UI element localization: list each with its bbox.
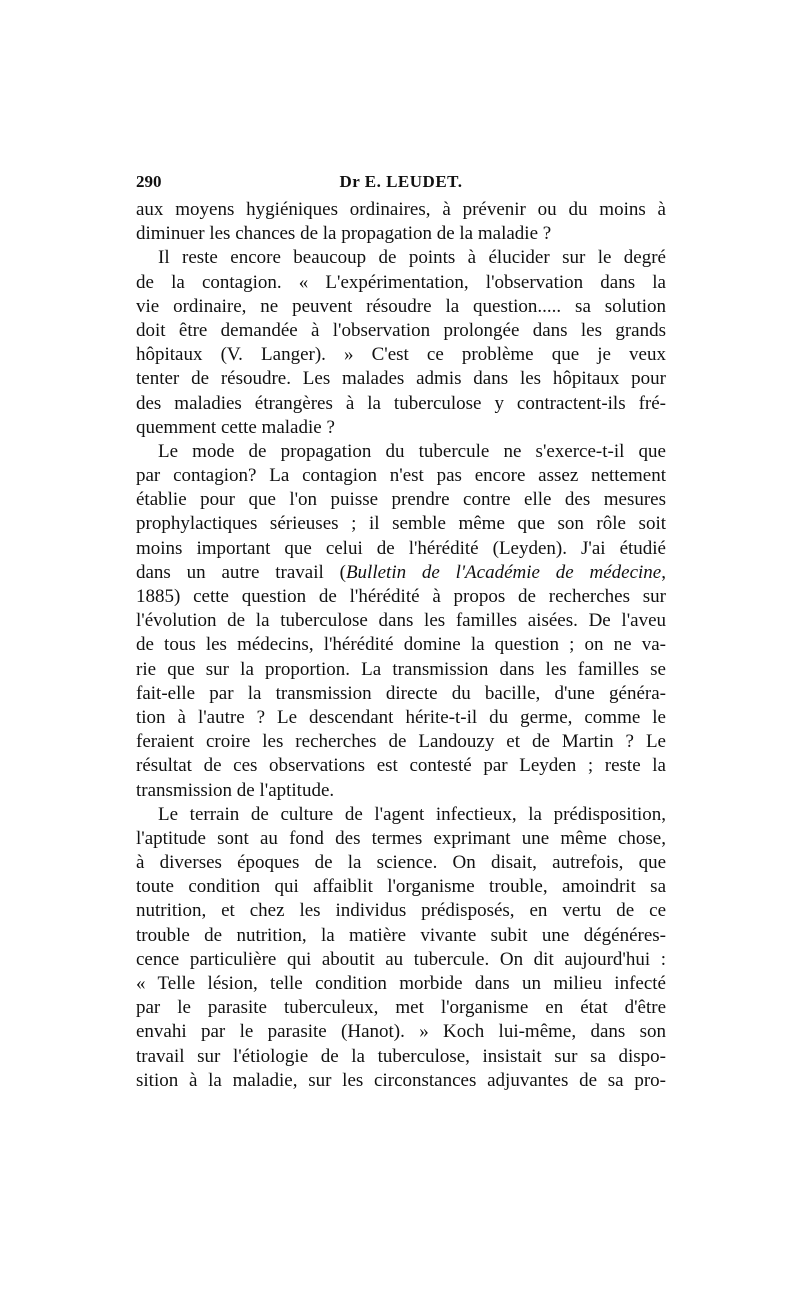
text-line: par le parasite tuberculeux, met l'organisme en état d'être [136,997,666,1019]
text-line: par contagion? La contagion n'est pas encore assez nettement [136,465,666,487]
running-title: Dr E. LEUDET. [339,172,463,191]
text-line: feraient croire les recherches de Landouzy et de Martin ? Le [136,731,666,753]
text-line: trouble de nutrition, la matière vivante subit une dégénéres- [136,924,666,946]
text-line: transmission de l'aptitude. [136,779,335,801]
page-header [136,172,666,198]
text-line: établie pour que l'on puisse prendre contre elle des mesures [136,489,666,511]
text-line: fait-elle par la transmission directe du bacille, d'une généra- [136,682,666,704]
text-line: nutrition, et chez les individus prédisposés, en vertu de ce [136,900,666,922]
text-line: 1885) cette question de l'hérédité à propos de recherches sur [136,586,666,607]
text-line: à diverses époques de la science. On disait, autrefois, que [136,852,666,874]
text-line: l'évolution de la tuberculose dans les familles aisées. De l'aveu [136,610,666,632]
text-line: doit être demandée à l'observation prolongée dans les grands [136,319,666,341]
text-line: envahi par le parasite (Hanot). » Koch lui-même, dans son [136,1021,666,1043]
text-line: « Telle lésion, telle condition morbide dans un milieu infecté [136,973,666,994]
text-line [136,561,666,585]
text-line: hôpitaux (V. Langer). » C'est ce problème que je veux [136,344,666,366]
text-line: diminuer les chances de la propagation de la maladie ? [136,223,552,245]
text-line: résultat de ces observations est contesté par Leyden ; reste la [136,755,666,777]
text-line: toute condition qui affaiblit l'organisme trouble, amoindrit sa [136,876,666,898]
text-line: tenter de résoudre. Les malades admis dans les hôpitaux pour [136,368,666,390]
text-line: l'aptitude sont au fond des termes exprimant une même chose, [136,827,666,849]
text-line: travail sur l'étiologie de la tuberculose, insistait sur sa dispo- [136,1045,666,1067]
text-line: sition à la maladie, sur les circonstances adjuvantes de sa pro- [136,1069,666,1091]
text-line: de la contagion. « L'expérimentation, l'observation dans la [136,271,666,293]
text-line: des maladies étrangères à la tuberculose y contractent-ils fré- [136,392,666,414]
text-line: vie ordinaire, ne peuvent résoudre la question..... sa solution [136,295,666,317]
text-line: aux moyens hygiéniques ordinaires, à prévenir ou du moins à [136,199,666,220]
body-text [136,198,666,1093]
text-line: de tous les médecins, l'hérédité domine la question ; on ne va- [136,634,666,656]
book-page [136,172,666,1093]
text-segment: , [661,561,666,583]
text-line: Il reste encore beaucoup de points à élucider sur le degré [158,247,666,269]
text-line: tion à l'autre ? Le descendant hérite-t-il du germe, comme le [136,706,666,728]
text-segment: dans un autre travail ( [136,561,346,583]
text-line: Le mode de propagation du tubercule ne s'exerce-t-il que [158,440,666,462]
text-line: cence particulière qui aboutit au tubercule. On dit aujourd'hui : [136,948,666,970]
text-line: rie que sur la proportion. La transmission dans les familles se [136,658,666,680]
text-line: Le terrain de culture de l'agent infectieux, la prédisposition, [158,803,666,825]
text-line: quemment cette maladie ? [136,416,335,438]
text-line: prophylactiques sérieuses ; il semble même que son rôle soit [136,513,666,535]
italic-citation: Bulletin de l'Académie de médecine [345,561,662,583]
page-number: 290 [136,172,162,191]
text-line: moins important que celui de l'hérédité (Leyden). J'ai étudié [136,537,666,559]
